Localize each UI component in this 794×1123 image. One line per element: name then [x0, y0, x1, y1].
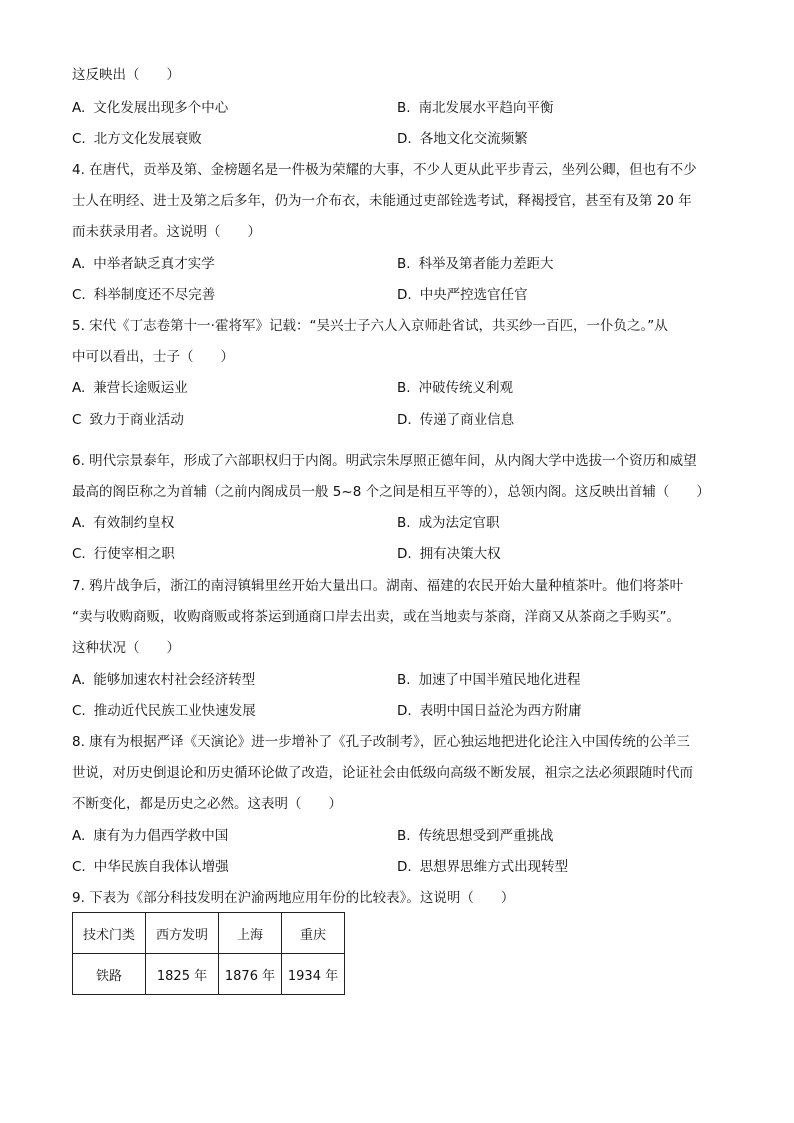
table-header-cell: 西方发明 — [146, 913, 219, 954]
question-7-stem-line-2: “卖与收购商贩，收购商贩或将茶运到通商口岸去出卖，或在当地卖与茶商，洋商又从茶商之手购买”。 — [72, 609, 680, 625]
table-header-cell: 重庆 — [282, 913, 345, 954]
question-8-stem-line-1: 8. 康有为根据严译《天演论》进一步增补了《孔子改制考》，匠心独运地把进化论注入中国传统的公羊三 — [72, 734, 690, 750]
question-7-option-b[interactable]: B. 加速了中国半殖民地化进程 — [397, 672, 581, 688]
question-7-stem-line-1: 7. 鸦片战争后，浙江的南浔镇辑里丝开始大量出口。湖南、福建的农民开始大量种植茶叶。他们将茶叶 — [72, 578, 684, 594]
question-8-stem-line-3: 不断变化，都是历史之必然。这表明（ ） — [72, 796, 342, 812]
question-7-stem-line-3: 这种状况（ ） — [72, 640, 180, 656]
comparison-table — [72, 912, 345, 995]
question-3-option-c[interactable]: C. 北方文化发展衰败 — [72, 131, 202, 147]
table-cell: 铁路 — [73, 954, 146, 995]
question-4-stem-line-1: 4. 在唐代，贡举及第、金榜题名是一件极为荣耀的大事，不少人更从此平步青云，坐列公卿，但也有不少 — [72, 162, 697, 178]
question-6-option-c[interactable]: C. 行使宰相之职 — [72, 546, 175, 562]
question-4-option-b[interactable]: B. 科举及第者能力差距大 — [397, 256, 554, 272]
table-header-cell: 上海 — [219, 913, 282, 954]
question-3-option-a[interactable]: A. 文化发展出现多个中心 — [72, 100, 229, 116]
table-header-row — [73, 913, 345, 954]
question-3-stem-tail: 这反映出（ ） — [72, 67, 180, 83]
question-5-option-c[interactable]: C 致力于商业活动 — [72, 412, 184, 428]
table-header-cell: 技术门类 — [73, 913, 146, 954]
question-4-stem-line-3: 而未获录用者。这说明（ ） — [72, 224, 261, 240]
question-5-option-d[interactable]: D. 传递了商业信息 — [397, 412, 515, 428]
question-5-option-b[interactable]: B. 冲破传统义利观 — [397, 380, 514, 396]
table-cell: 1934 年 — [282, 954, 345, 995]
question-6-stem-line-1: 6. 明代宗景泰年，形成了六部职权归于内阁。明武宗朱厚照正德年间，从内阁大学中选拔一个资历和威望 — [72, 453, 697, 469]
question-6-stem-line-2: 最高的阁臣称之为首辅（之前内阁成员一般 5~8 个之间是相互平等的），总领内阁。这反映出首辅（ ） — [72, 484, 710, 500]
question-6-option-d[interactable]: D. 拥有决策大权 — [397, 546, 501, 562]
question-7-option-c[interactable]: C. 推动近代民族工业快速发展 — [72, 703, 256, 719]
question-4-stem-line-2: 士人在明经、进士及第之后多年，仍为一介布衣，未能通过吏部铨选考试，释褐授官，甚至有及第 20 年 — [72, 193, 692, 209]
question-5-stem-line-2: 中可以看出，士子（ ） — [72, 349, 234, 365]
question-4-option-c[interactable]: C. 科举制度还不尽完善 — [72, 287, 216, 303]
question-5-stem-line-1: 5. 宋代《丁志卷第十一·霍将军》记载：“吴兴士子六人入京师赴省试，共买纱一百匹，一仆负之。”从 — [72, 318, 668, 334]
question-3-option-b[interactable]: B. 南北发展水平趋向平衡 — [397, 100, 554, 116]
question-4-option-d[interactable]: D. 中央严控选官任官 — [397, 287, 528, 303]
question-6-option-a[interactable]: A. 有效制约皇权 — [72, 515, 175, 531]
question-7-option-d[interactable]: D. 表明中国日益沦为西方附庸 — [397, 703, 582, 719]
question-8-stem-line-2: 世说，对历史倒退论和历史循环论做了改造，论证社会由低级向高级不断发展，祖宗之法必须跟随时代而 — [72, 765, 693, 781]
question-5-option-a[interactable]: A. 兼营长途贩运业 — [72, 380, 188, 396]
question-9-stem: 9. 下表为《部分科技发明在沪渝两地应用年份的比较表》。这说明（ ） — [72, 890, 515, 906]
question-4-option-a[interactable]: A. 中举者缺乏真才实学 — [72, 256, 215, 272]
question-8-option-b[interactable]: B. 传统思想受到严重挑战 — [397, 828, 554, 844]
question-3-option-d[interactable]: D. 各地文化交流频繁 — [397, 131, 528, 147]
table-cell: 1876 年 — [219, 954, 282, 995]
table-row — [73, 954, 345, 995]
question-7-option-a[interactable]: A. 能够加速农村社会经济转型 — [72, 672, 256, 688]
question-6-option-b[interactable]: B. 成为法定官职 — [397, 515, 500, 531]
table-cell: 1825 年 — [146, 954, 219, 995]
question-8-option-d[interactable]: D. 思想界思维方式出现转型 — [397, 859, 569, 875]
question-8-option-a[interactable]: A. 康有为力倡西学救中国 — [72, 828, 229, 844]
question-8-option-c[interactable]: C. 中华民族自我体认增强 — [72, 859, 229, 875]
